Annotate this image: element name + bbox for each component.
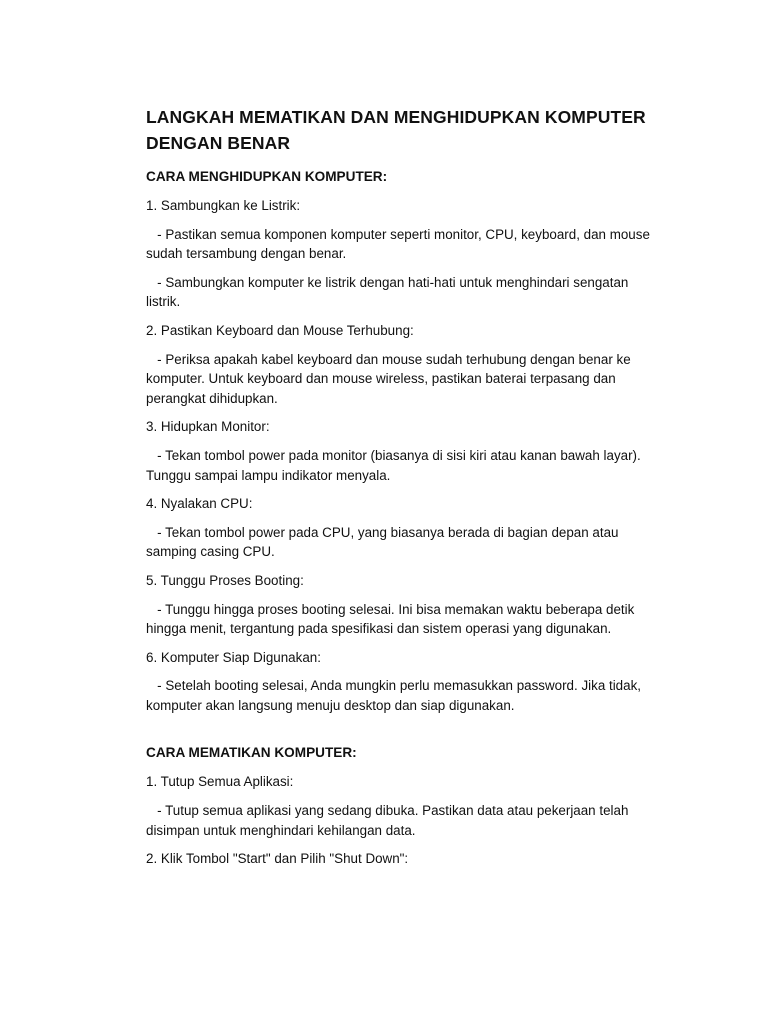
section-turn-off [146, 743, 666, 868]
step-check-keyboard-mouse [146, 321, 666, 408]
step-close-apps [146, 772, 666, 840]
step-title: 3. Hidupkan Monitor: [146, 419, 270, 435]
step-detail: - Tunggu hingga proses booting selesai. Ini bisa memakan waktu beberapa detik hingga menit, tergantung pada spesifikasi dan sistem operasi yang digunakan. [146, 601, 639, 637]
step-connect-power [146, 196, 666, 312]
step-detail: - Setelah booting selesai, Anda mungkin perlu memasukkan password. Jika tidak, komputer akan langsung menuju desktop dan siap digunakan. [146, 678, 645, 713]
step-detail: - Tekan tombol power pada CPU, yang biasanya berada di bagian depan atau samping casing CPU. [146, 524, 623, 560]
step-ready-to-use [146, 648, 666, 716]
step-title: 6. Komputer Siap Digunakan: [146, 649, 321, 665]
step-turn-on-cpu [146, 494, 666, 562]
step-title: 5. Tunggu Proses Booting: [146, 572, 304, 588]
document-page [146, 104, 666, 878]
step-title: 1. Sambungkan ke Listrik: [146, 198, 301, 213]
step-detail: - Periksa apakah kabel keyboard dan mouse sudah terhubung dengan benar ke komputer. Untuk keyboard dan mouse wireless, pastikan baterai terpasang dan perangkat dihidupkan. [146, 351, 635, 406]
section-turn-on [146, 167, 666, 715]
step-title: 2. Pastikan Keyboard dan Mouse Terhubung: [146, 322, 414, 338]
step-detail: - Tekan tombol power pada monitor (biasanya di sisi kiri atau kanan bawah layar). Tunggu sampai lampu indikator menyala. [146, 447, 645, 483]
step-detail: - Tutup semua aplikasi yang sedang dibuka. Pastikan data atau pekerjaan telah disimpan untuk menghindari kehilangan data. [146, 803, 633, 838]
section-heading: CARA MEMATIKAN KOMPUTER: [146, 745, 357, 761]
section-heading: CARA MENGHIDUPKAN KOMPUTER: [146, 169, 388, 184]
step-title: 2. Klik Tombol "Start" dan Pilih "Shut Down": [146, 851, 409, 867]
step-detail: - Pastikan semua komponen komputer seperti monitor, CPU, keyboard, dan mouse sudah tersambung dengan benar. [146, 226, 654, 262]
step-title: 4. Nyalakan CPU: [146, 496, 253, 512]
step-title: 1. Tutup Semua Aplikasi: [146, 774, 294, 790]
step-turn-on-monitor [146, 417, 666, 485]
step-click-start-shutdown [146, 849, 666, 869]
document-title: LANGKAH MEMATIKAN DAN MENGHIDUPKAN KOMPUTER DENGAN BENAR [146, 107, 646, 153]
step-wait-booting [146, 571, 666, 639]
step-detail: - Sambungkan komputer ke listrik dengan hati-hati untuk menghindari sengatan listrik. [146, 274, 633, 310]
